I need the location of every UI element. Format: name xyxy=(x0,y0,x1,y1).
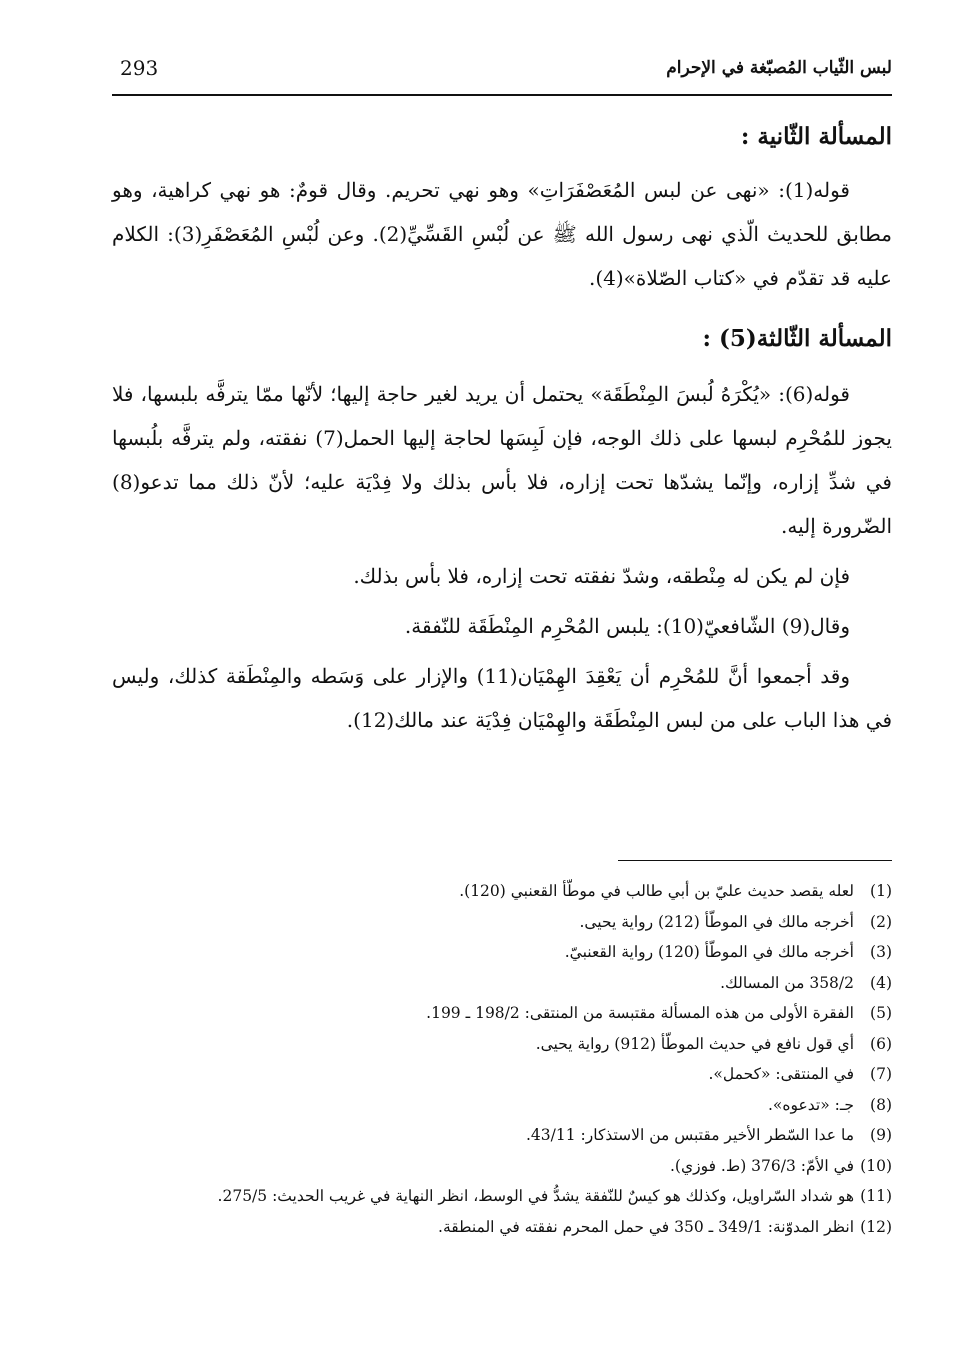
paragraph-1: قوله(1): «نهى عن لبس المُعَصْفَرَاتِ» وهو نهي تحريم. وقال قومٌ: هو نهي كراهية، وهو مطابق للحديث الّذي نهى رسول الله ﷺ عن لُبْسِ القَسِّيِّ(2). وعن لُبْسِ المُعَصْفَرِ(3): الكلام عليه قد تقدّم في «كتاب الصّلاة»(4). xyxy=(112,178,893,290)
footnote xyxy=(112,1059,892,1090)
footnote xyxy=(112,1212,892,1243)
footnote xyxy=(112,1029,892,1060)
footnote-text: ما عدا السّطر الأخير مقتبس من الاستذكار: 43/11. xyxy=(525,1126,854,1144)
footnote xyxy=(112,1151,892,1182)
footnote-text: 358/2 من المسالك. xyxy=(720,973,854,992)
paragraph-5: وقد أجمعوا أنَّ للمُحْرِم أن يَعْقِدَ الهِمْيَان(11) والإزار على وَسَطه والمِنْطَقة كذلك، وليس في هذا الباب على من لبس المِنْطَقَة والهِمْيَان فِدْيَة عند مالك(12). xyxy=(112,664,892,732)
footnote-number: (7) xyxy=(870,1065,892,1083)
footnote xyxy=(112,1090,892,1121)
header-rule xyxy=(112,94,892,96)
footnote xyxy=(112,937,892,968)
paragraph-4: وقال(9) الشّافعيّ(10): يلبس المُحْرِم المِنْطَقَة للنّفقة. xyxy=(404,614,850,638)
footnote-text: لعله يقصد حديث عليّ بن أبي طالب في موطّأ القعنبي (120). xyxy=(459,882,854,900)
footnote-number: (11) xyxy=(860,1187,892,1205)
footnote-text: في الأمّ: 376/3 (ط. فوزي). xyxy=(670,1156,854,1175)
footnote xyxy=(112,968,892,999)
page-header xyxy=(112,56,892,90)
footnote-number: (9) xyxy=(870,1126,892,1144)
paragraph-3: فإن لم يكن له مِنْطقه، وشدّ نفقته تحت إزاره، فلا بأس بذلك. xyxy=(353,564,850,588)
section-heading-3: المسألة الثّالثة(5) : xyxy=(702,325,892,352)
footnote-number: (1) xyxy=(870,882,892,900)
footnote-number: (6) xyxy=(870,1034,892,1053)
footnote-number: (10) xyxy=(860,1156,892,1175)
footnote-number: (8) xyxy=(870,1095,892,1114)
footnote-number: (4) xyxy=(870,973,892,992)
section-heading-2: المسألة الثّانية : xyxy=(740,123,892,150)
footnote xyxy=(112,1181,892,1212)
footnote xyxy=(112,907,892,938)
paragraph-2: قوله(6): «يُكْرَهُ لُبسَ المِنْطَقَة» يحتمل أن يريد لغير حاجة إليها؛ لأنّها ممّا يترفَّه بلبسها، فلا يجوز للمُحْرِم لبسها على ذلك الوجه، فإن لَبِسَها لحاجة إليها الحمل(7) نفقته، ولم يترفَّه بلُبسها في شدِّ إزاره، وإنّما يشدّها تحت إزاره، فلا بأس بذلك ولا فِدْيَة عليه؛ لأنّ ذلك مما تدعو(8) الضّرورة إليه. xyxy=(112,382,892,538)
page-number: 293 xyxy=(120,56,159,80)
main-text xyxy=(112,108,892,742)
footnote-rule xyxy=(618,860,892,861)
footnote xyxy=(112,876,892,907)
footnotes-list xyxy=(112,876,892,1242)
footnote-number: (5) xyxy=(870,1004,892,1022)
footnote-text: أخرجه مالك في الموطّأ (212) رواية يحيى. xyxy=(579,912,854,931)
footnote-text: في المنتقى: «كحمل». xyxy=(708,1065,854,1083)
footnote-text: هو شداد السّراويل، وكذلك هو كيسٌ للنّفقة يشدُّ في الوسط، انظر النهاية في غريب الحديث: 275/5. xyxy=(217,1187,854,1205)
footnote-text: أي قول نافع في حديث الموطّأ (912) رواية يحيى. xyxy=(535,1034,854,1053)
running-title: لبس الثّياب المُصبّغة في الإحرام xyxy=(666,58,892,78)
footnote-text: الفقرة الأولى من هذه المسألة مقتبسة من المنتقى: 198/2 ـ 199. xyxy=(426,1004,854,1022)
footnote-number: (3) xyxy=(870,943,892,961)
footnote-text: أخرجه مالك في الموطّأ (120) رواية القعنبيّ. xyxy=(564,943,854,961)
footnote-number: (12) xyxy=(860,1217,892,1236)
footnote-text: جـ: «تدعوه». xyxy=(768,1095,854,1114)
footnote xyxy=(112,1120,892,1151)
footnote xyxy=(112,998,892,1029)
footnote-text: انظر المدوّنة: 349/1 ـ 350 في حمل المحرم نفقته في المنطقة. xyxy=(438,1217,854,1236)
footnote-number: (2) xyxy=(870,912,892,931)
